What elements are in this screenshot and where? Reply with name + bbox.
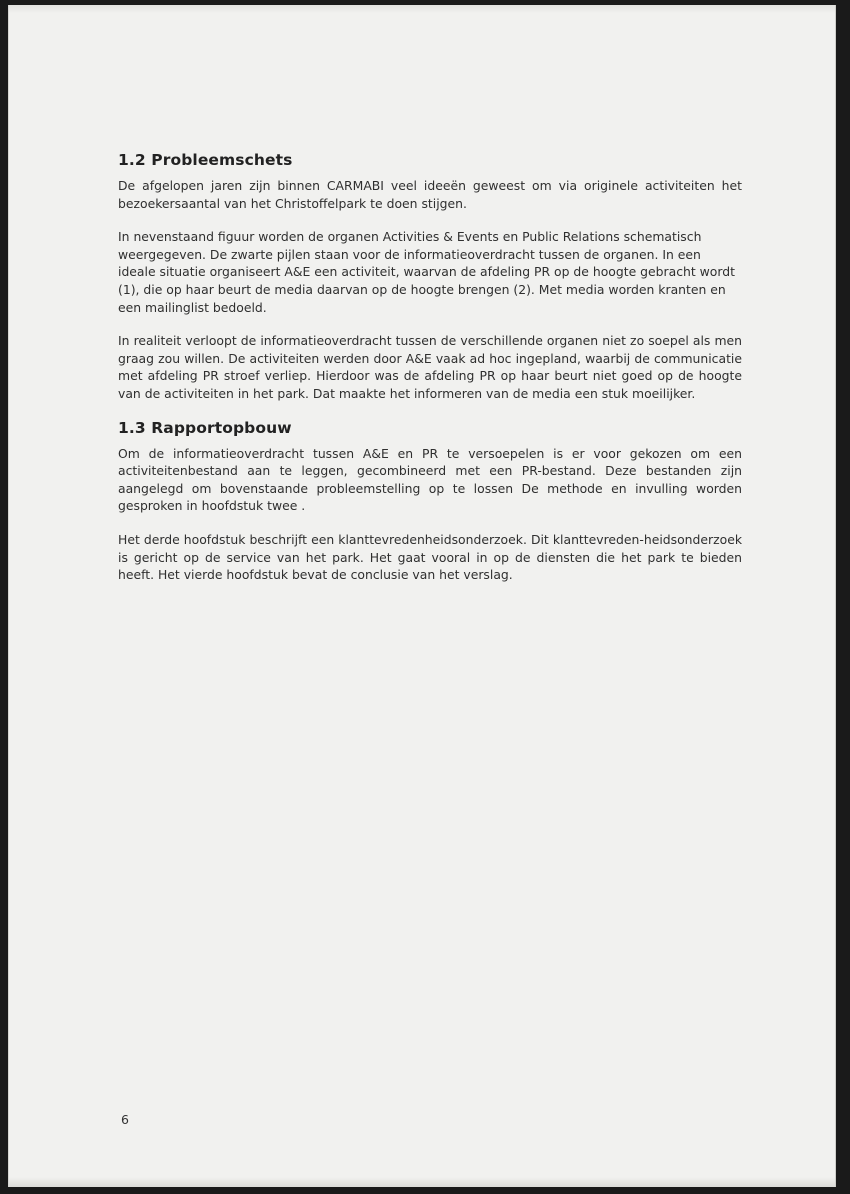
paragraph: Het derde hoofdstuk beschrijft een klanttevredenheidsonderzoek. Dit klanttevreden-heidsonderzoek is gericht op de service van het park. Het gaat vooral in op de diensten die het park te bieden heeft. Het vierde hoofdstuk bevat de conclusie van het verslag. [118,531,742,583]
paragraph-gap [118,212,742,228]
paragraph-gap [118,515,742,531]
paragraph: De afgelopen jaren zijn binnen CARMABI veel ideeën geweest om via originele activiteiten het bezoekersaantal van het Christoffelpark te doen stijgen. [118,178,742,211]
page-edge-shadow-bottom [9,1177,835,1187]
page-edge-shadow-top [9,5,835,13]
section-heading-probleemschets: 1.2 Probleemschets [118,151,293,169]
paragraph: In nevenstaand figuur worden de organen Activities & Events en Public Relations schematisch weergegeven. De zwarte pijlen staan voor de informatieoverdracht tussen de organen. In een ideale situatie organiseert A&E een activiteit, waarvan de afdeling PR op de hoogte gebracht wordt (1), die op haar beurt de media daarvan op de hoogte brengen (2). Met media worden kranten en een mailinglist bedoeld. [118,229,735,315]
paragraph: Om de informatieoverdracht tussen A&E en PR te versoepelen is er voor gekozen om een activiteitenbestand aan te leggen, gecombineerd met een PR-bestand. Deze bestanden zijn aangelegd om bovenstaande probleemstelling op te lossen De methode en invulling worden gesproken in hoofdstuk twee . [118,445,742,514]
document-page [8,5,836,1187]
page-number: 6 [121,1112,129,1127]
page-content [118,145,742,584]
paragraph: In realiteit verloopt de informatieoverdracht tussen de verschillende organen niet zo soepel als men graag zou willen. De activiteiten werden door A&E vaak ad hoc ingepland, waarbij de communicatie met afdeling PR stroef verliep. Hierdoor was de afdeling PR op haar beurt niet goed op de hoogte van de activiteiten in het park. Dat maakte het informeren van de media een stuk moeilijker. [118,333,742,401]
section-heading-rapportopbouw: 1.3 Rapportopbouw [118,418,292,437]
paragraph-gap [118,316,742,332]
